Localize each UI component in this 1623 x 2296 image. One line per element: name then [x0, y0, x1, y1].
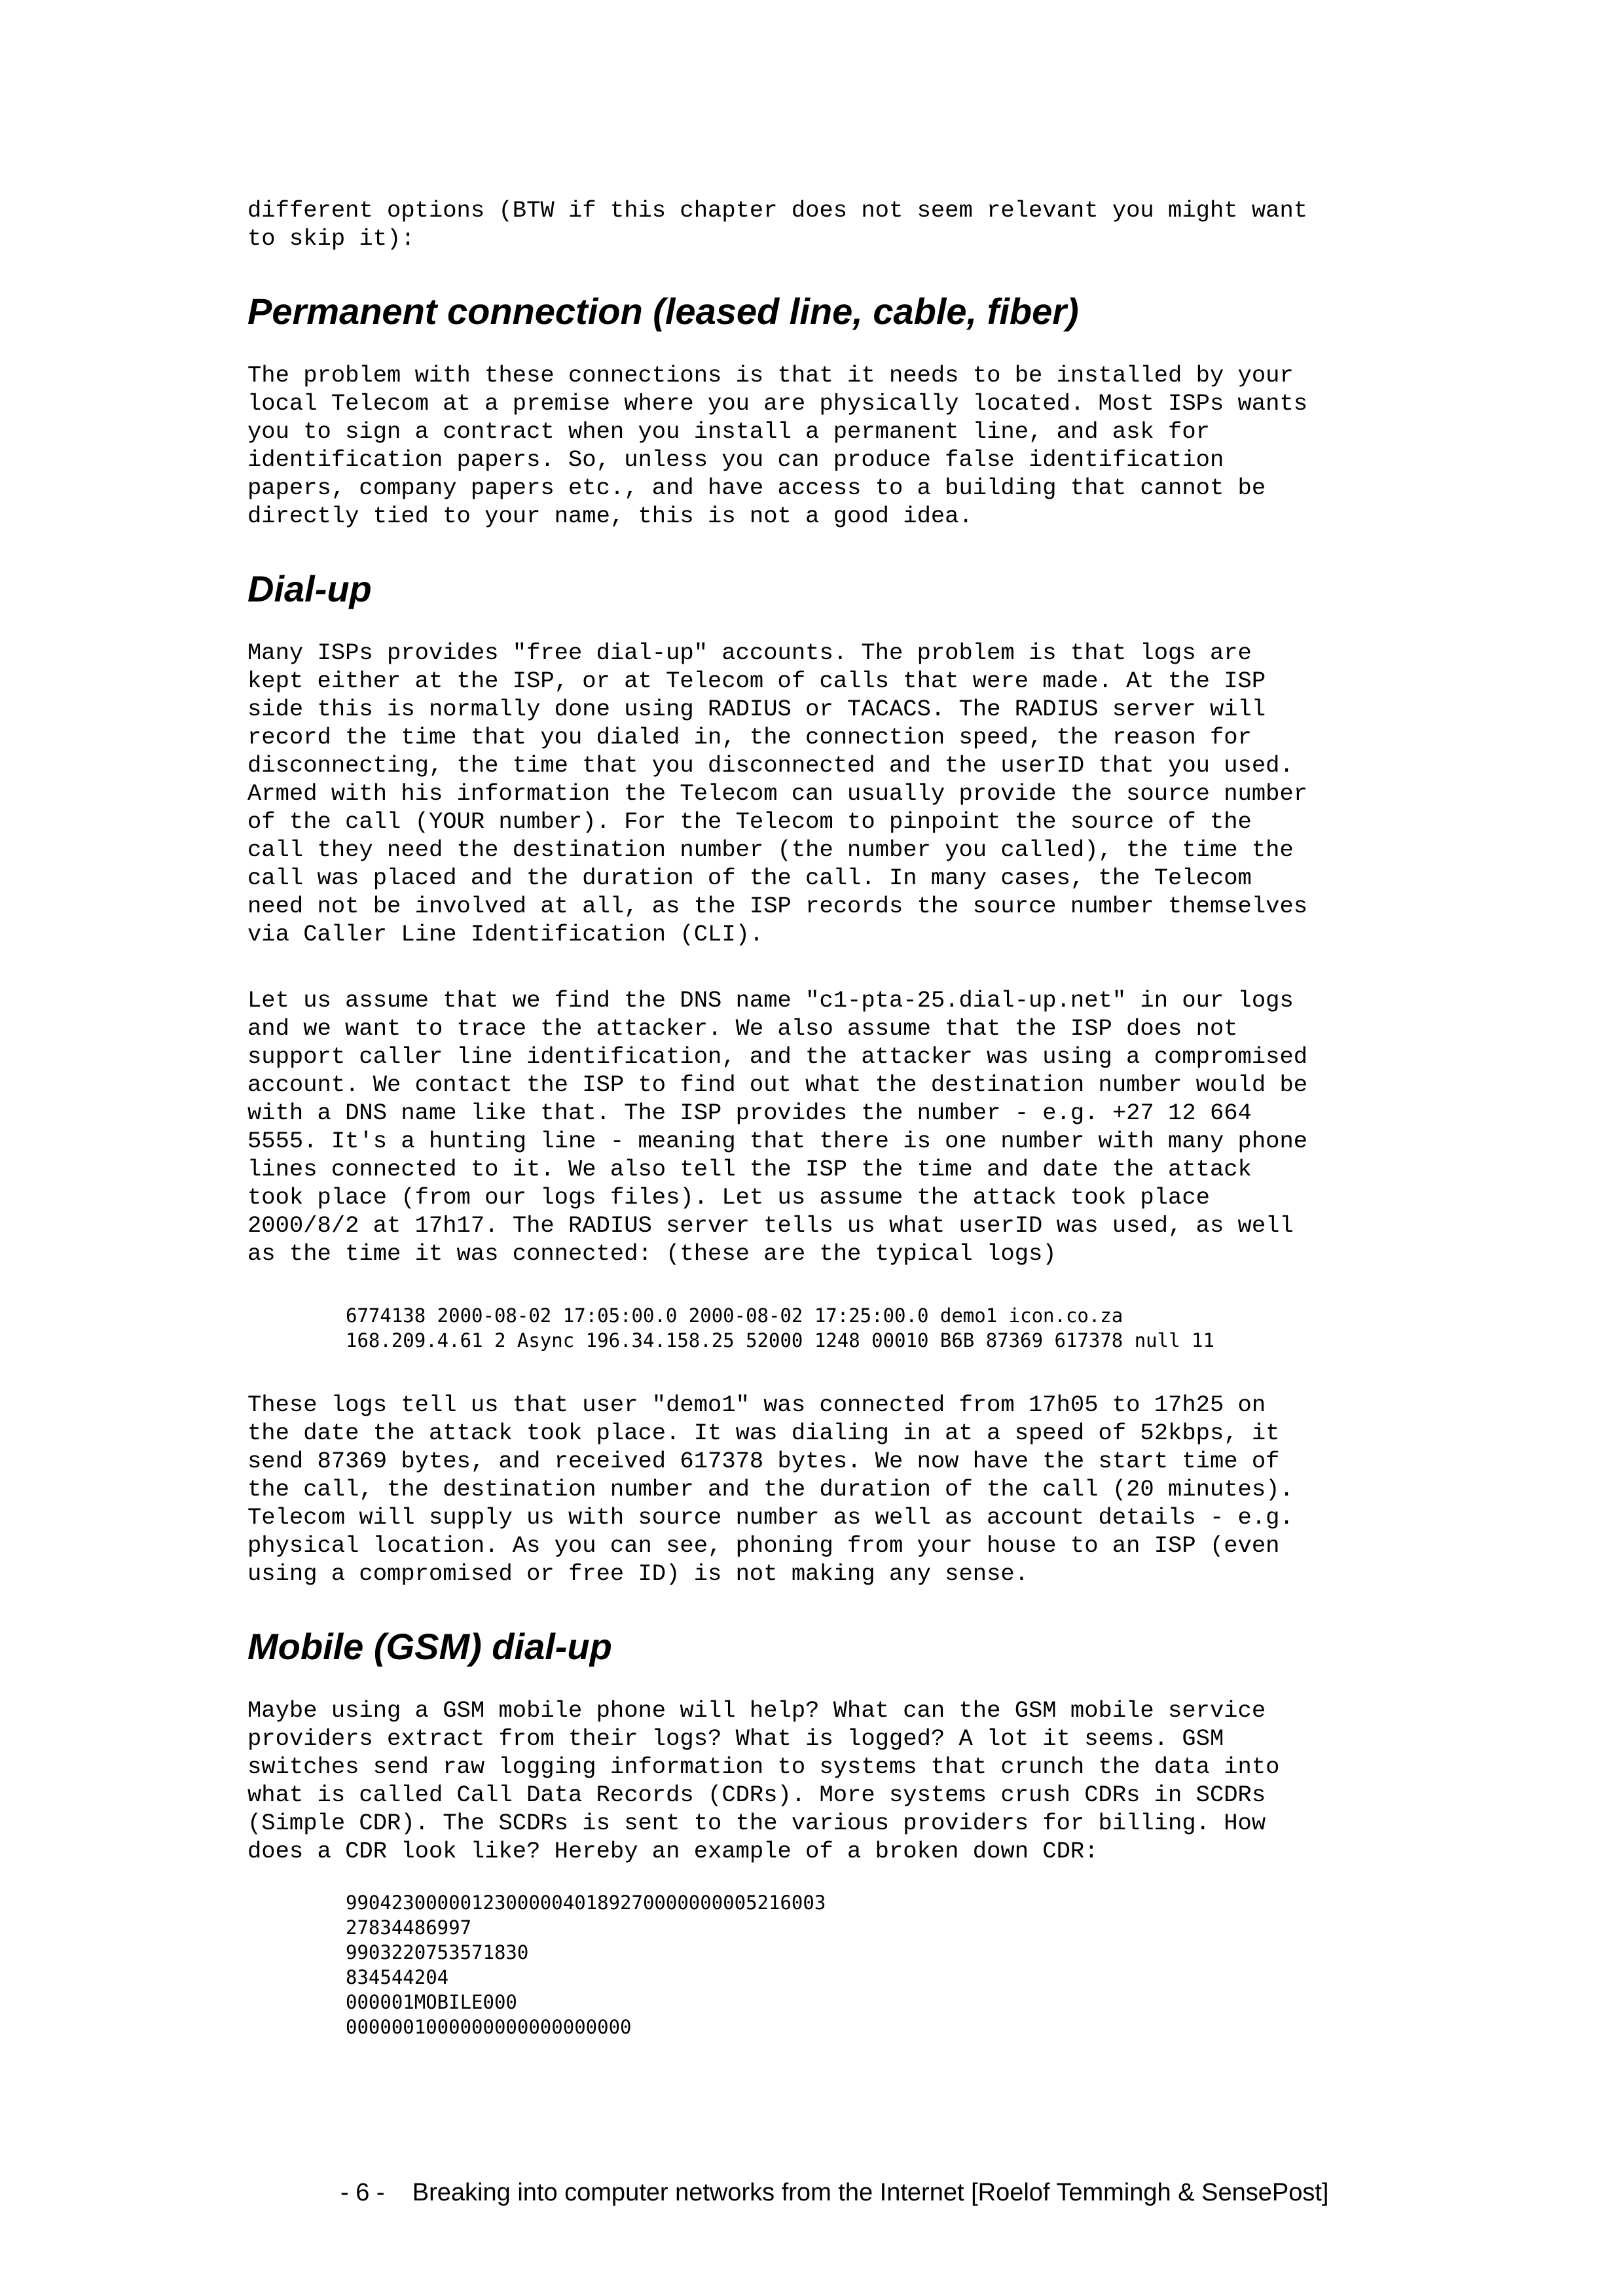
- dial-up-paragraph-2: Let us assume that we find the DNS name "c1-pta-25.dial-up.net" in our logs and we want to trace the attacker. We also assume that the ISP does not support caller line identification, and the attacker was using a compromised account. We contact the ISP to find out what the destination number would be with a DNS name like that. The ISP provides the number - e.g. +27 12 664 5555. It's a hunting line - meaning that there is one number with many phone lines connected to it. We also tell the ISP the time and date the attack took place (from our logs files). Let us assume the attack took place 2000/8/2 at 17h17. The RADIUS server tells us what userID was used, as well as the time it was connected: (these are the typical logs): [247, 987, 1308, 1267]
- heading-mobile-gsm: Mobile (GSM) dial-up: [247, 1626, 612, 1667]
- intro-paragraph: different options (BTW if this chapter does not seem relevant you might want to skip it):: [247, 197, 1308, 252]
- cdr-example-block: 990423000001230000040189270000000005216003 27834486997 9903220753571830 834544204 000001MOBILE000 0000001000000000000000000: [346, 1892, 826, 2038]
- dial-up-paragraph-1: Many ISPs provides "free dial-up" accounts. The problem is that logs are kept either at the ISP, or at Telecom of calls that were made. At the ISP side this is normally done using RADIUS or TACACS. The RADIUS server will record the time that you dialed in, the connection speed, the reason for disconnecting, the time that you disconnected and the userID that you used. Armed with his information the Telecom can usually provide the source number of the call (YOUR number). For the Telecom to pinpoint the source of the call they need the destination number (the number you called), the time the call was placed and the duration of the call. In many cases, the Telecom need not be involved at all, as the ISP records the source number themselves via Caller Line Identification (CLI).: [247, 639, 1308, 948]
- mobile-gsm-paragraph: Maybe using a GSM mobile phone will help? What can the GSM mobile service providers extract from their logs? What is logged? A lot it seems. GSM switches send raw logging information to systems that crunch the data into what is called Call Data Records (CDRs). More systems crush CDRs in SCDRs (Simple CDR). The SCDRs is sent to the various providers for billing. How does a CDR look like? Hereby an example of a broken down CDR:: [247, 1697, 1280, 1865]
- page-footer: - 6 - Breaking into computer networks from the Internet [Roelof Temmingh & SensePost]: [340, 2179, 1329, 2206]
- radius-log-block: 6774138 2000-08-02 17:05:00.0 2000-08-02 17:25:00.0 demo1 icon.co.za 168.209.4.61 2 Async 196.34.158.25 52000 1248 00010 B6B 87369 617378 null 11: [346, 1304, 1214, 1352]
- permanent-connection-paragraph: The problem with these connections is that it needs to be installed by your local Telecom at a premise where you are physically located. Most ISPs wants you to sign a contract when you install a permanent line, and ask for identification papers. So, unless you can produce false identification papers, company papers etc., and have access to a building that cannot be directly tied to your name, this is not a good idea.: [247, 362, 1308, 529]
- dial-up-paragraph-3: These logs tell us that user "demo1" was connected from 17h05 to 17h25 on the date the attack took place. It was dialing in at a speed of 52kbps, it send 87369 bytes, and received 617378 bytes. We now have the start time of the call, the destination number and the duration of the call (20 minutes). Telecom will supply us with source number as well as account details - e.g. physical location. As you can see, phoning from your house to an ISP (even using a compromised or free ID) is not making any sense.: [247, 1391, 1294, 1587]
- heading-permanent-connection: Permanent connection (leased line, cable, fiber): [247, 291, 1079, 332]
- heading-dial-up: Dial-up: [247, 568, 372, 609]
- document-page: [247, 196, 1393, 2039]
